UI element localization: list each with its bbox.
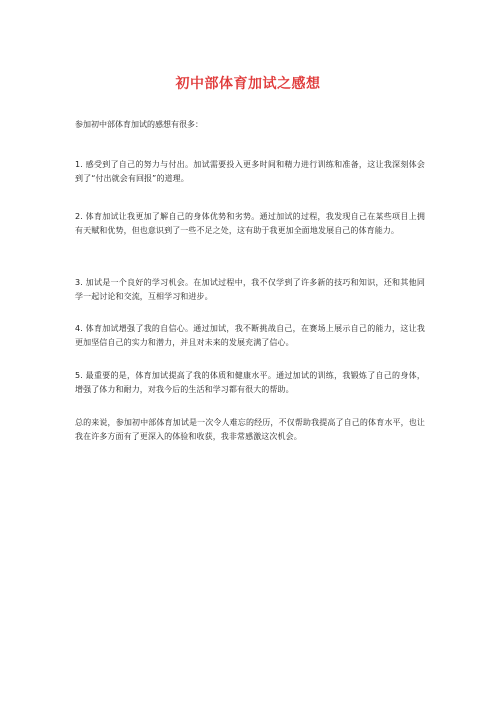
paragraph-3: 3. 加试是一个良好的学习机会。在加试过程中，我不仅学到了许多新的技巧和知识，还和其他同学一起讨论和交流，互相学习和进步。 — [75, 278, 425, 301]
document-title: 初中部体育加试之感想 — [175, 76, 321, 92]
paragraph-2: 2. 体育加试让我更加了解自己的身体优势和劣势。通过加试的过程，我发现自己在某些项目上拥有天赋和优势，但也意识到了一些不足之处，这有助于我更加全面地发展自己的体育能力。 — [75, 212, 425, 235]
paragraph-5: 5. 最重要的是，体育加试提高了我的体质和健康水平。通过加试的训练，我锻炼了自己的身体，增强了体力和耐力，对我今后的生活和学习都有很大的帮助。 — [75, 371, 425, 394]
paragraph-1: 1. 感受到了自己的努力与付出。加试需要投入更多时间和精力进行训练和准备，这让我深刻体会到了“付出就会有回报”的道理。 — [75, 160, 425, 183]
paragraph-4: 4. 体育加试增强了我的自信心。通过加试，我不断挑战自己，在赛场上展示自己的能力，这让我更加坚信自己的实力和潜力，并且对未来的发展充满了信心。 — [75, 324, 425, 347]
intro-text: 参加初中部体育加试的感想有很多： — [75, 120, 203, 129]
conclusion-paragraph: 总的来说，参加初中部体育加试是一次令人难忘的经历，不仅帮助我提高了自己的体育水平，也让我在许多方面有了更深入的体验和收获，我非常感激这次机会。 — [75, 418, 425, 441]
